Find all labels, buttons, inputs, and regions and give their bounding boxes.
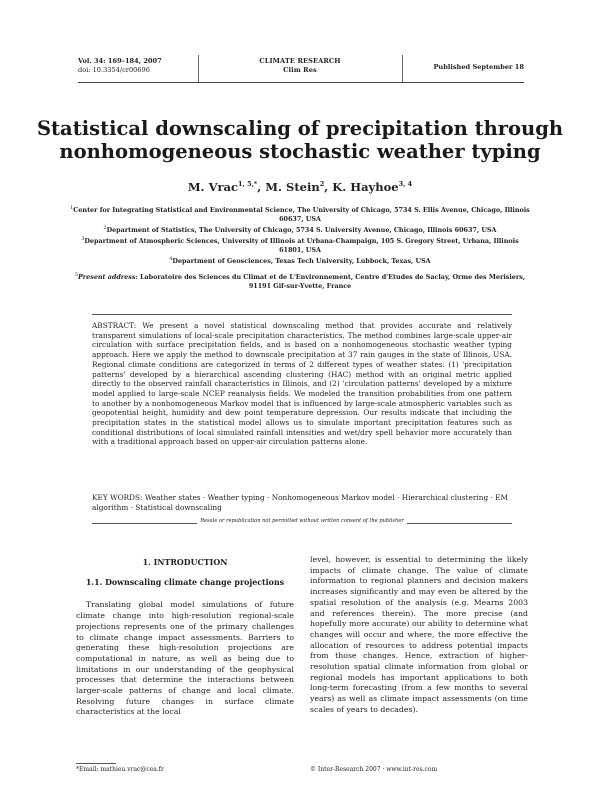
affiliation: $^1$Center for Integrating Statistical and Environmental Science, The University of Chicago, 5734 S. Ellis Avenue, Chicago, Illinois 60637, USA: [70, 206, 530, 223]
journal-title: CLIMATE RESEARCH: [259, 57, 341, 65]
left-column: [76, 555, 294, 718]
right-column: [310, 555, 528, 716]
corresponding-email: *Email: mathieu.vrac@cea.fr: [76, 766, 164, 773]
header-rule: [78, 82, 524, 83]
abstract-top-rule: [92, 314, 512, 315]
affiliation: $^4$Department of Geosciences, Texas Tech University, Lubbock, Texas, USA: [169, 257, 431, 265]
paper-title: [0, 117, 600, 163]
resale-notice-bar: [92, 518, 512, 528]
affiliation: $^3$Department of Atmospheric Sciences, University of Illinois at Urbana-Champaign, 105 S. Gregory Street, Urbana, Illinois 61801, USA: [81, 237, 519, 254]
section-heading: 1. INTRODUCTION: [142, 558, 228, 567]
affiliation: $^5$Present address: Laboratoire des Sciences du Climat et de L'Environnement, Centre d'Etudes de Saclay, Orme des Merisiers, 91191 Gif-sur-Yvette, France: [74, 273, 526, 290]
volume-info: Vol. 34: 169–184, 2007: [78, 57, 162, 65]
subsection-heading: 1.1. Downscaling climate change projections: [85, 577, 285, 587]
journal-short-title: Clim Res: [283, 66, 317, 74]
title-line: Statistical downscaling of precipitation through: [36, 117, 564, 140]
abstract: ABSTRACT: We present a novel statistical downscaling method that provides accurate and relatively transparent simulations of local-scale precipitation characteristics. The method combines large-scale upper-air circulation with surface precipitation fields, and is based on a nonhomogeneous stochastic weather typing approach. Here we apply the method to downscale precipitation at 37 rain gauges in the state of Illinois, USA. Regional climate conditions are categorized in terms of 2 different types of weather states: (1) 'precipitation patterns' developed by a hierarchical ascending clustering (HAC) method with an original metric applied directly to the observed rainfall characteristics in Illinois, and (2) 'circulation patterns' developed by a mixture model applied to large-scale NCEP reanalysis fields. We modeled the transition probabilities from one pattern to another by a nonhomogeneous Markov model that is influenced by large-scale atmospheric variables such as geopotential height, humidity and dew point temperature depression. Our results indicate that including the precipitation states in the statistical model allows us to simulate important precipitation features such as conditional distributions of local simulated rainfall intensities and wet/dry spell behavior more accurately than with a traditional approach based on upper-air circulation patterns alone.: [92, 321, 512, 447]
author-affiliation-marks: 1, 5,*: [238, 180, 258, 188]
body-paragraph: level, however, is essential to determining the likely impacts of climate change. The value of climate information to regional planners and decision makers increases significantly and may even be altered by the spatial resolution of the analysis (e.g. Mearns 2003 and references therein). The more precise (and hopefully more accurate) our ability to determine what changes will occur and where, the more effective the allocation of resources to address potential impacts from those changes. Hence, extraction of higher-resolution spatial climate information from global or regional models has important applications to both long-term forecasting (from a few months to several years) as well as climate impact assessments (on time scales of years to decades).: [310, 555, 528, 714]
published-date: Published September 18: [433, 63, 524, 71]
doi: doi: 10.3354/cr00696: [78, 66, 150, 74]
author-name: M. Stein: [265, 180, 320, 194]
affiliation: $^2$Department of Statistics, The University of Chicago, 5734 S. University Avenue, Chicago, Illinois 60637, USA: [103, 226, 497, 234]
header-divider: [402, 55, 403, 82]
keywords: KEY WORDS: Weather states · Weather typing · Nonhomogeneous Markov model · Hierarchical clustering · EM algorithm · Statistical downscaling: [92, 493, 509, 512]
resale-notice: Resale or republication not permitted without written consent of the publisher: [92, 518, 512, 524]
title-line: nonhomogeneous stochastic weather typing: [59, 140, 541, 163]
author-list: M. Vrac$^{1, 5,*}$, M. Stein$^2$, K. Hayhoe$^{3, 4}$: [187, 180, 413, 194]
author-affiliation-marks: 3, 4: [398, 180, 413, 188]
copyright: © Inter-Research 2007 · www.int-res.com: [310, 766, 438, 773]
author-affiliation-marks: 2: [319, 180, 325, 188]
author-name: K. Hayhoe: [332, 180, 399, 194]
footnote-rule: [76, 763, 116, 764]
body-paragraph: Translating global model simulations of future climate change into high-resolution regional-scale projections represents one of the primary challenges to climate change impact assessments. Barriers to generating these high-resolution projections are computational in nature, as well as being due to limitations in our understanding of the geophysical processes that determine the interactions between larger-scale patterns of change and local climate. Resolving future changes in surface climate characteristics at the local: [76, 600, 294, 717]
author-name: M. Vrac: [187, 180, 239, 194]
